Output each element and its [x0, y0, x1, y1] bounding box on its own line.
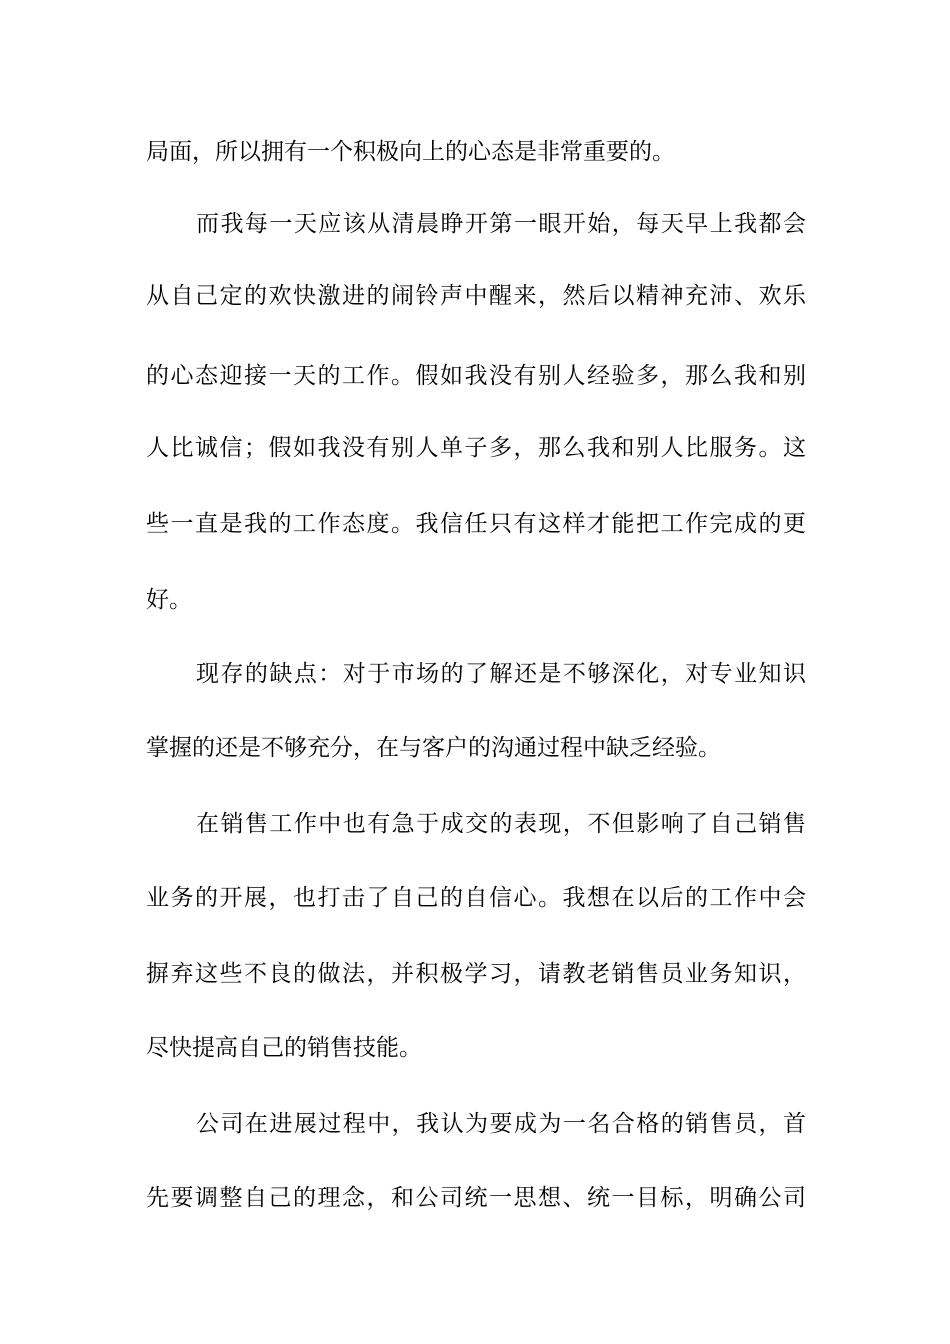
- text-line: 尽快提高自己的销售技能。: [146, 1035, 422, 1061]
- text-line: 些一直是我的工作态度。我信任只有这样才能把工作完成的更: [146, 511, 806, 537]
- text-line: 在销售工作中也有急于成交的表现，不但影响了自己销售: [196, 811, 806, 837]
- text-line: 人比诚信；假如我没有别人单子多，那么我和别人比服务。这: [146, 435, 806, 461]
- text-line: 业务的开展，也打击了自己的自信心。我想在以后的工作中会: [146, 885, 806, 911]
- text-line: 先要调整自己的理念，和公司统一思想、统一目标，明确公司: [146, 1185, 806, 1211]
- text-line: 而我每一天应该从清晨睁开第一眼开始，每天早上我都会: [196, 211, 806, 237]
- text-line: 从自己定的欢快激进的闹铃声中醒来，然后以精神充沛、欢乐: [146, 283, 806, 309]
- text-line: 掌握的还是不够充分，在与客户的沟通过程中缺乏经验。: [146, 735, 721, 761]
- text-line: 的心态迎接一天的工作。假如我没有别人经验多，那么我和别: [146, 363, 806, 389]
- text-line: 公司在进展过程中，我认为要成为一名合格的销售员，首: [196, 1111, 806, 1137]
- text-line: 摒弃这些不良的做法，并积极学习，请教老销售员业务知识，: [146, 961, 806, 987]
- text-line: 局面，所以拥有一个积极向上的心态是非常重要的。: [146, 139, 675, 165]
- text-line: 现存的缺点：对于市场的了解还是不够深化，对专业知识: [196, 661, 806, 687]
- text-line: 好。: [146, 587, 192, 613]
